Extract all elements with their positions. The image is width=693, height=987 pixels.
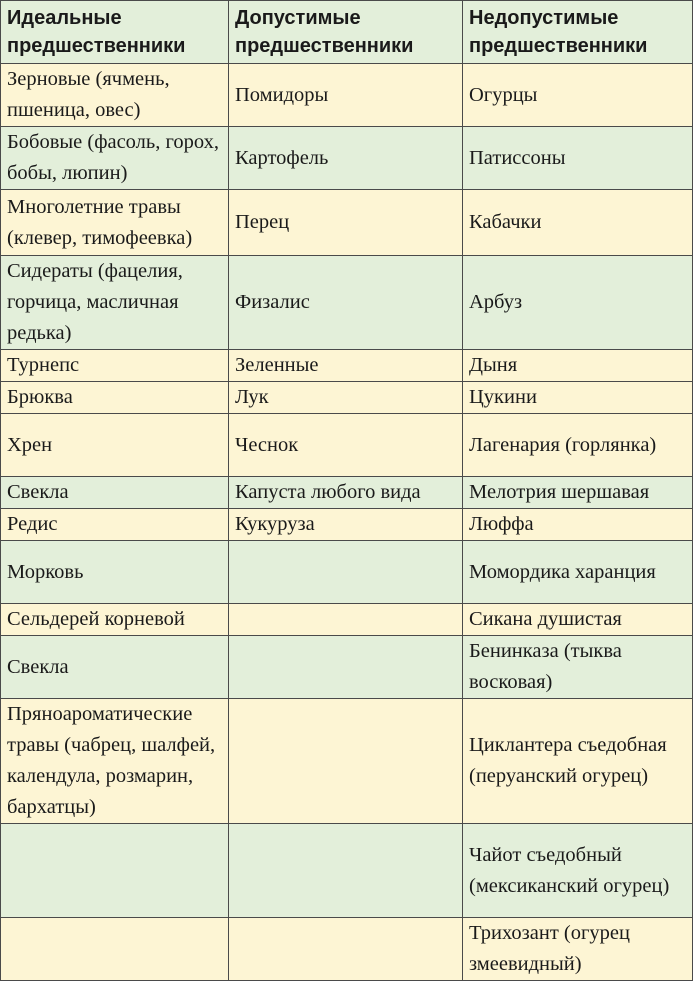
cell-unacceptable: Чайот съедобный (мексиканский огурец) <box>463 824 693 918</box>
table-row <box>1 127 693 190</box>
table-row <box>1 541 693 604</box>
cell-unacceptable: Огурцы <box>463 64 693 127</box>
cell-acceptable: Капуста любого вида <box>229 477 463 509</box>
cell-ideal: Редис <box>1 509 229 541</box>
table-row <box>1 190 693 256</box>
header-row <box>1 1 693 64</box>
cell-unacceptable: Дыня <box>463 350 693 382</box>
cell-acceptable: Зеленные <box>229 350 463 382</box>
cell-unacceptable: Сикана душистая <box>463 604 693 636</box>
cell-ideal: Сельдерей корневой <box>1 604 229 636</box>
cell-ideal: Многолетние травы (клевер, тимофеевка) <box>1 190 229 256</box>
cell-unacceptable: Трихозант (огурец змеевидный) <box>463 918 693 981</box>
table-row <box>1 350 693 382</box>
cell-ideal: Брюква <box>1 382 229 414</box>
table-row <box>1 64 693 127</box>
table-row <box>1 414 693 477</box>
cell-ideal: Сидераты (фацелия, горчица, масличная редька) <box>1 256 229 350</box>
cell-acceptable <box>229 918 463 981</box>
cell-unacceptable: Циклантера съедобная (перуанский огурец) <box>463 699 693 824</box>
table-row <box>1 509 693 541</box>
table-row <box>1 636 693 699</box>
header-acceptable: Допустимые предшественники <box>229 1 463 64</box>
cell-ideal <box>1 824 229 918</box>
cell-ideal: Свекла <box>1 636 229 699</box>
cell-unacceptable: Лагенария (горлянка) <box>463 414 693 477</box>
cell-unacceptable: Патиссоны <box>463 127 693 190</box>
cell-acceptable: Физалис <box>229 256 463 350</box>
cell-acceptable <box>229 636 463 699</box>
header-ideal: Идеальные предшественники <box>1 1 229 64</box>
table-row <box>1 824 693 918</box>
cell-unacceptable: Цукини <box>463 382 693 414</box>
cell-unacceptable: Бенинказа (тыква восковая) <box>463 636 693 699</box>
cell-ideal <box>1 918 229 981</box>
cell-acceptable: Чеснок <box>229 414 463 477</box>
table-row <box>1 918 693 981</box>
cell-acceptable <box>229 604 463 636</box>
cell-ideal: Свекла <box>1 477 229 509</box>
header-unacceptable: Недопустимые предшественники <box>463 1 693 64</box>
cell-acceptable <box>229 541 463 604</box>
cell-ideal: Хрен <box>1 414 229 477</box>
table-row <box>1 382 693 414</box>
table-row <box>1 256 693 350</box>
cell-acceptable: Помидоры <box>229 64 463 127</box>
table-row <box>1 699 693 824</box>
cell-ideal: Зерновые (ячмень, пшеница, овес) <box>1 64 229 127</box>
cell-acceptable: Лук <box>229 382 463 414</box>
cell-ideal: Пряноароматические травы (чабрец, шалфей, календула, розмарин, бархатцы) <box>1 699 229 824</box>
cell-acceptable: Кукуруза <box>229 509 463 541</box>
table-row <box>1 477 693 509</box>
cell-unacceptable: Люффа <box>463 509 693 541</box>
cell-acceptable <box>229 699 463 824</box>
cell-ideal: Турнепс <box>1 350 229 382</box>
cell-acceptable <box>229 824 463 918</box>
cell-unacceptable: Арбуз <box>463 256 693 350</box>
cell-unacceptable: Кабачки <box>463 190 693 256</box>
cell-unacceptable: Момордика харанция <box>463 541 693 604</box>
cell-ideal: Бобовые (фасоль, горох, бобы, люпин) <box>1 127 229 190</box>
cell-acceptable: Перец <box>229 190 463 256</box>
cell-unacceptable: Мелотрия шершавая <box>463 477 693 509</box>
cell-ideal: Морковь <box>1 541 229 604</box>
table-row <box>1 604 693 636</box>
cell-acceptable: Картофель <box>229 127 463 190</box>
